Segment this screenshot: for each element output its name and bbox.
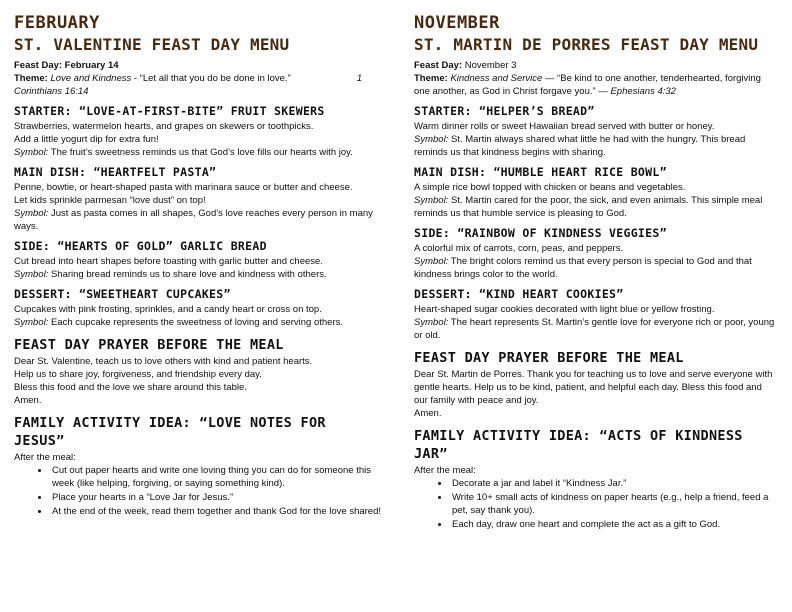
list-item: • Each day, draw one heart and complete the act as a gift to God. — [450, 518, 776, 531]
prayer-amen: Amen. — [14, 395, 42, 406]
activity-list — [14, 464, 384, 518]
dessert-heading: DESSERT: “SWEETHEART CUPCAKES” — [14, 287, 231, 301]
dessert-symbol: Symbol: Each cupcake represents the sweetness of loving and serving others. — [14, 317, 343, 328]
prayer-heading: FEAST DAY PRAYER BEFORE THE MEAL — [14, 337, 284, 353]
list-item: • Place your hearts in a “Love Jar for Jesus.” — [50, 491, 384, 504]
theme-reference: Corinthians 16:14 — [14, 86, 89, 97]
side-symbol: Symbol: Sharing bread reminds us to share love and kindness with others. — [14, 269, 327, 280]
list-item: • Write 10+ small acts of kindness on paper hearts (e.g., help a friend, feed a pet, say thank you). — [450, 491, 776, 517]
main-dish-heading: MAIN DISH: “HEARTFELT PASTA” — [14, 165, 217, 179]
main-dish-desc: A simple rice bowl topped with chicken or beans and vegetables. — [414, 182, 686, 193]
side-desc: Cut bread into heart shapes before toasting with garlic butter and cheese. — [14, 256, 323, 267]
activity-heading: FAMILY ACTIVITY IDEA: “LOVE NOTES FOR JESUS” — [14, 415, 326, 449]
activity-intro: After the meal: — [414, 465, 476, 476]
dessert-heading: DESSERT: “KIND HEART COOKIES” — [414, 287, 624, 301]
starter-heading: STARTER: “LOVE-AT-FIRST-BITE” FRUIT SKEWERS — [14, 104, 325, 118]
side-heading: SIDE: “RAINBOW OF KINDNESS VEGGIES” — [414, 226, 667, 240]
dessert-desc: Heart-shaped sugar cookies decorated with light blue or yellow frosting. — [414, 304, 715, 315]
menu-title: ST. VALENTINE FEAST DAY MENU — [14, 35, 290, 54]
prayer-line: Help us to share joy, forgiveness, and friendship every day. — [14, 369, 262, 380]
activity-list — [414, 477, 776, 531]
starter-symbol: Symbol: St. Martin always shared what little he had with the hungry. This bread reminds us that kindness begins with sharing. — [414, 134, 746, 158]
theme: Theme: Kindness and Service — “Be kind to one another, tenderhearted, forgiving one another, as God in Christ forgave you.” — Ephesians 4:32 — [414, 73, 761, 97]
list-item: • Cut out paper hearts and write one loving thing you can do for someone this week (like helping, forgiving, or saying something kind). — [50, 464, 384, 490]
list-item: • Decorate a jar and label it “Kindness Jar.” — [450, 477, 776, 490]
month-heading: NOVEMBER — [414, 13, 500, 33]
main-dish-desc: Penne, bowtie, or heart-shaped pasta with marinara sauce or butter and cheese. — [14, 182, 353, 193]
month-heading: FEBRUARY — [14, 13, 100, 33]
main-dish-desc-2: Let kids sprinkle parmesan “love dust” on top! — [14, 195, 206, 206]
prayer-line: Bless this food and the love we share around this table. — [14, 382, 247, 393]
dessert-symbol: Symbol: The heart represents St. Martin’s gentle love for everyone rich or poor, young or old. — [414, 317, 775, 341]
theme: Theme: Love and Kindness - “Let all that you do be done in love.” 1 — [14, 73, 362, 84]
side-heading: SIDE: “HEARTS OF GOLD” GARLIC BREAD — [14, 239, 267, 253]
prayer-line: Dear St. Valentine, teach us to love others with kind and patient hearts. — [14, 356, 313, 367]
november-column — [414, 12, 776, 532]
starter-symbol: Symbol: The fruit’s sweetness reminds us that God’s love fills our hearts with joy. — [14, 147, 353, 158]
prayer-body: Dear St. Martin de Porres. Thank you for teaching us to love and serve everyone with gentle hearts. Help us to be kind, patient, and helpful each day. Bless this food and our family with peace and joy. — [414, 369, 773, 406]
main-dish-heading: MAIN DISH: “HUMBLE HEART RICE BOWL” — [414, 165, 667, 179]
menu-title: ST. MARTIN DE PORRES FEAST DAY MENU — [414, 35, 759, 54]
activity-intro: After the meal: — [14, 452, 76, 463]
starter-desc: Strawberries, watermelon hearts, and grapes on skewers or toothpicks. — [14, 121, 314, 132]
prayer-amen: Amen. — [414, 408, 442, 419]
starter-desc-2: Add a little yogurt dip for extra fun! — [14, 134, 159, 145]
prayer-heading: FEAST DAY PRAYER BEFORE THE MEAL — [414, 350, 684, 366]
list-item: • At the end of the week, read them together and thank God for the love shared! — [50, 505, 384, 518]
february-column — [14, 12, 384, 519]
starter-heading: STARTER: “HELPER’S BREAD” — [414, 104, 595, 118]
feast-day: Feast Day: November 3 — [414, 60, 517, 71]
main-dish-symbol: Symbol: Just as pasta comes in all shapes, God’s love reaches every person in many ways. — [14, 208, 373, 232]
activity-heading: FAMILY ACTIVITY IDEA: “ACTS OF KINDNESS JAR” — [414, 428, 743, 462]
starter-desc: Warm dinner rolls or sweet Hawaiian bread served with butter or honey. — [414, 121, 715, 132]
side-symbol: Symbol: The bright colors remind us that every person is special to God and that kindness brings color to the world. — [414, 256, 752, 280]
main-dish-symbol: Symbol: St. Martin cared for the poor, the sick, and even animals. This simple meal reminds us that humble service is pleasing to God. — [414, 195, 763, 219]
feast-day: Feast Day: February 14 — [14, 60, 119, 71]
dessert-desc: Cupcakes with pink frosting, sprinkles, and a candy heart or cross on top. — [14, 304, 322, 315]
side-desc: A colorful mix of carrots, corn, peas, and peppers. — [414, 243, 624, 254]
